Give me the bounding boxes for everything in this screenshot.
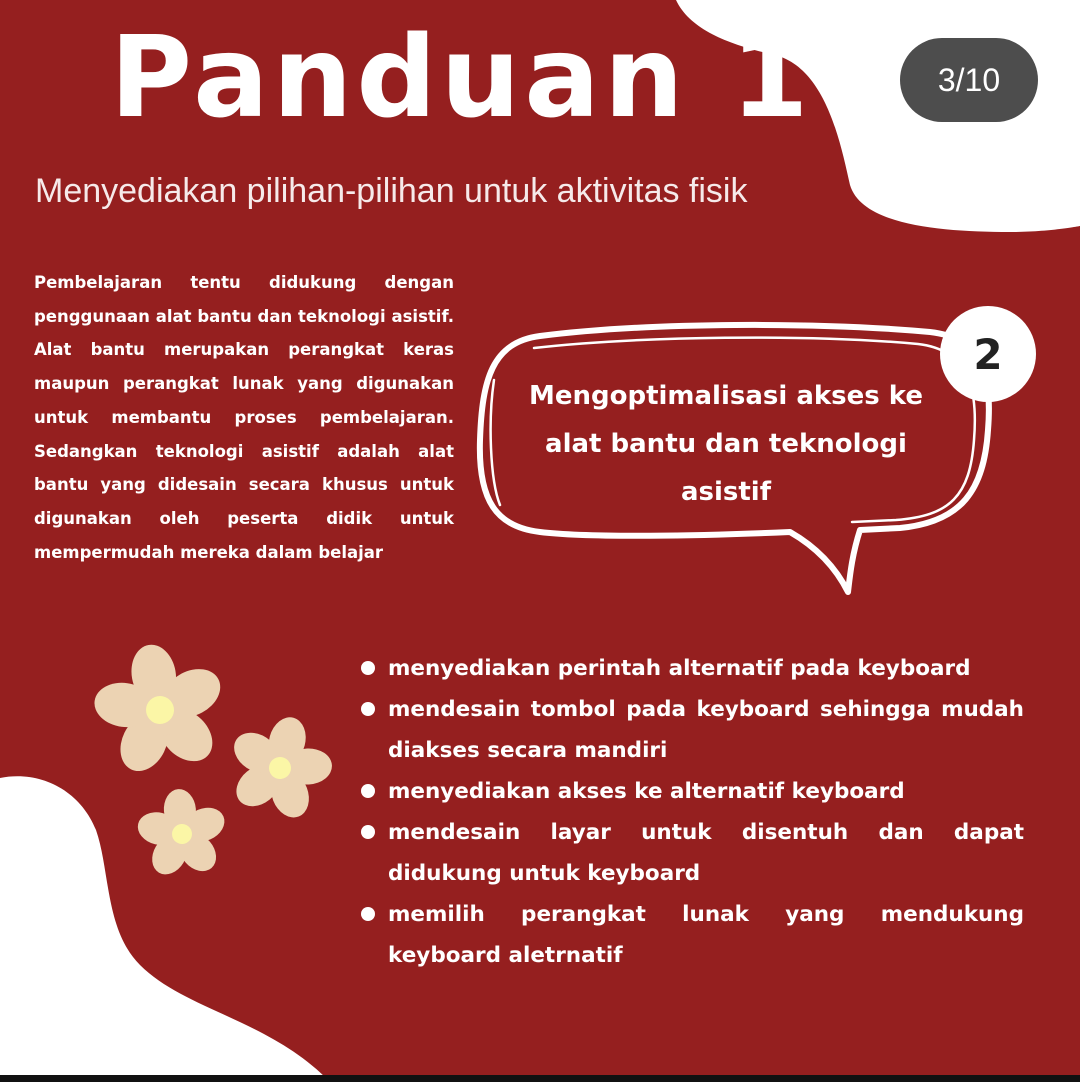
list-item-text: menyediakan akses ke alternatif keyboard [388, 779, 905, 804]
bullet-dot-icon [361, 661, 375, 675]
flower-icon [80, 633, 240, 787]
list-item [358, 812, 1024, 894]
body-paragraph: Pembelajaran tentu didukung dengan penggunaan alat bantu dan teknologi asistif. Alat bantu merupakan perangkat keras maupun perangkat lunak yang digunakan untuk membantu proses pembelajaran. Sedangkan teknologi asistif adalah alat bantu yang didesain secara khusus untuk digunakan oleh peserta didik untuk mempermudah mereka dalam belajar [34, 273, 454, 562]
callout-number-badge: 2 [940, 306, 1036, 402]
list-item [358, 771, 1024, 812]
flower-icon [213, 704, 346, 834]
list-item-text: mendesain tombol pada keyboard sehingga mudah diakses secara mandiri [388, 697, 1024, 763]
bullet-dot-icon [361, 702, 375, 716]
list-item-text: mendesain layar untuk disentuh dan dapat didukung untuk keyboard [388, 820, 1024, 886]
page-subtitle: Menyediakan pilihan-pilihan untuk aktivitas fisik [35, 172, 748, 210]
list-item [358, 689, 1024, 771]
list-item-text: menyediakan perintah alternatif pada keyboard [388, 656, 971, 681]
page-title: Panduan 1 [110, 13, 813, 143]
list-item [358, 648, 1024, 689]
list-item [358, 894, 1024, 976]
page-indicator-badge: 3/10 [900, 38, 1038, 122]
bottom-divider [0, 1075, 1080, 1082]
bullet-dot-icon [361, 784, 375, 798]
list-item-text: memilih perangkat lunak yang mendukung keyboard aletrnatif [388, 902, 1024, 968]
flower-icon [131, 785, 234, 884]
bullet-dot-icon [361, 907, 375, 921]
bullet-dot-icon [361, 825, 375, 839]
callout-text: Mengoptimalisasi akses ke alat bantu dan teknologi asistif [528, 381, 924, 507]
bullet-list [358, 648, 1024, 976]
